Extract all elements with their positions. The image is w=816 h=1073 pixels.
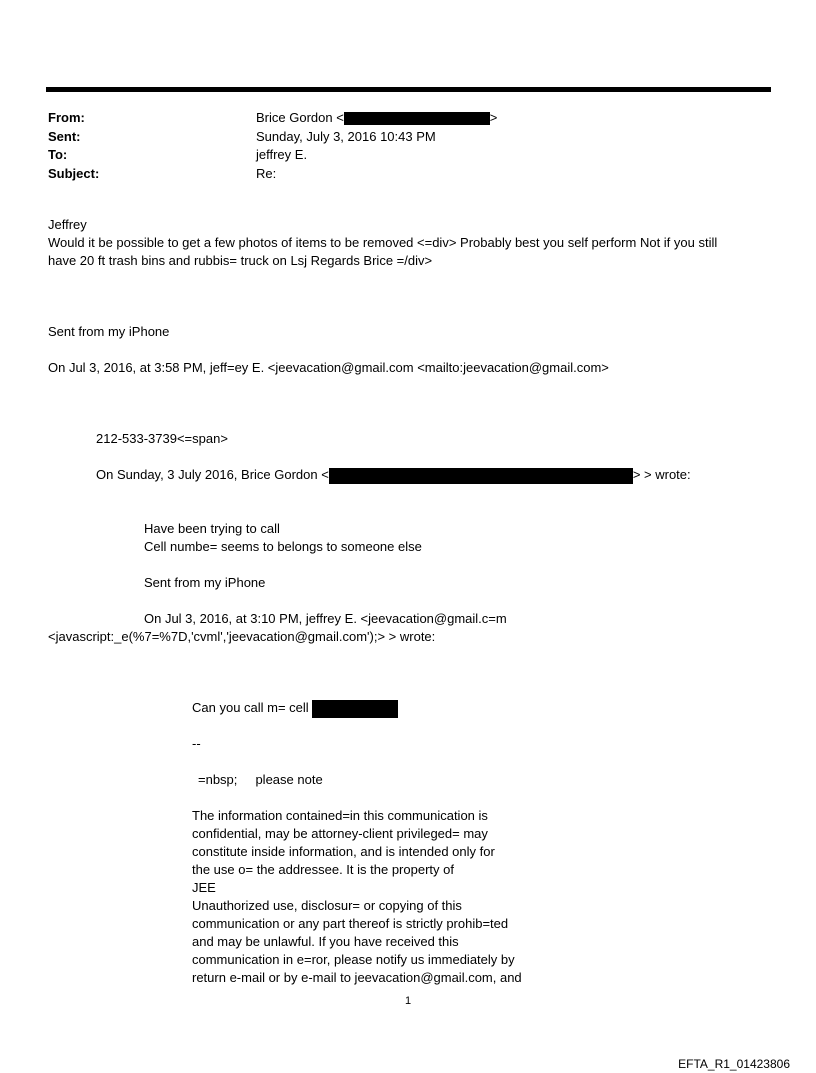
message-line: Would it be possible to get a few photos of items to be removed <=div> Probably best you self perform Not if you still	[48, 235, 718, 250]
to-label: To:	[48, 147, 68, 162]
signature: Sent from my iPhone	[48, 324, 170, 339]
quoted-line: Cell numbe= seems to belongs to someone else	[144, 539, 422, 554]
message-line: have 20 ft trash bins and rubbis= truck on Lsj Regards Brice =/div>	[48, 253, 433, 268]
sent-row	[48, 128, 768, 147]
disclaimer-line: communication in e=ror, please notify us immediately by	[192, 952, 515, 967]
quote-header	[96, 466, 691, 484]
phone-number: 212-533-3739<=span>	[96, 431, 228, 446]
quote-header: On Jul 3, 2016, at 3:10 PM, jeffrey E. <jeevacation@gmail.c=m	[144, 611, 507, 626]
subject-row	[48, 165, 768, 184]
from-suffix: >	[489, 110, 498, 125]
disclaimer-line: confidential, may be attorney-client privileged= may	[192, 826, 488, 841]
disclaimer-line: and may be unlawful. If you have received this	[192, 934, 459, 949]
signature-dashes: --	[192, 736, 201, 751]
redaction-block	[344, 112, 490, 125]
subject-value: Re:	[256, 165, 277, 181]
email-header	[48, 109, 768, 183]
quoted-line	[192, 699, 398, 718]
please-note: =nbsp; please note	[198, 772, 323, 787]
to-row	[48, 146, 768, 165]
quote-header: <javascript:_e(%7=%7D,'cvml','jeevacation@gmail.com');> > wrote:	[48, 629, 436, 644]
quote-header-suffix: > > wrote:	[632, 467, 691, 482]
disclaimer-line: JEE	[192, 880, 216, 895]
quote-header: On Jul 3, 2016, at 3:58 PM, jeff=ey E. <jeevacation@gmail.com <mailto:jeevacation@gmail.com>	[48, 360, 609, 375]
subject-label: Subject:	[48, 165, 100, 181]
from-label: From:	[48, 110, 85, 125]
to-value: jeffrey E.	[256, 147, 308, 162]
greeting: Jeffrey	[48, 217, 87, 232]
quoted-line: Have been trying to call	[144, 521, 280, 536]
disclaimer-line: constitute inside information, and is intended only for	[192, 844, 495, 859]
bates-number: EFTA_R1_01423806	[678, 1057, 790, 1071]
sent-value: Sunday, July 3, 2016 10:43 PM	[256, 128, 436, 144]
quoted-signature: Sent from my iPhone	[144, 575, 266, 590]
page-number: 1	[404, 995, 412, 1007]
redaction-block	[329, 468, 633, 484]
disclaimer-line: Unauthorized use, disclosur= or copying of this	[192, 898, 462, 913]
from-row	[48, 109, 768, 128]
disclaimer	[192, 807, 652, 987]
disclaimer-line: The information contained=in this communication is	[192, 808, 488, 823]
disclaimer-line: the use o= the addressee. It is the property of	[192, 862, 454, 877]
quote-header-prefix: On Sunday, 3 July 2016, Brice Gordon <	[96, 467, 329, 482]
disclaimer-line: return e-mail or by e-mail to jeevacation@gmail.com, and	[192, 970, 522, 985]
sent-label: Sent:	[48, 128, 81, 144]
header-rule	[46, 87, 771, 92]
from-name: Brice Gordon <	[256, 110, 344, 125]
call-request: Can you call m= cell	[192, 700, 309, 715]
from-value	[256, 109, 768, 128]
redaction-block	[312, 700, 398, 718]
disclaimer-line: communication or any part thereof is strictly prohib=ted	[192, 916, 509, 931]
